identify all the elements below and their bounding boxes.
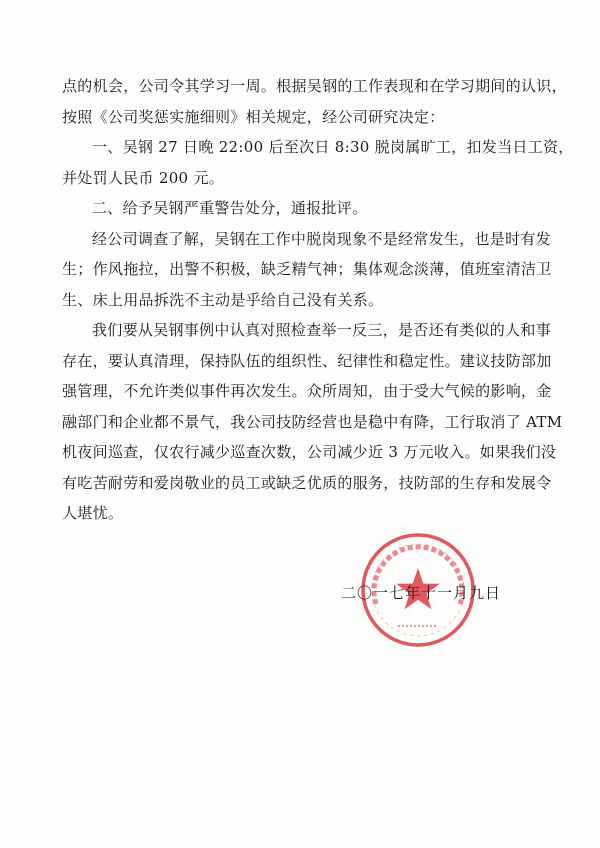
body-line: 强管理，不允许类似事件再次发生。众所周知，由于受大气候的影响，金 [62,382,552,400]
document-date: 二〇一七年十一月九日 [341,584,502,602]
decision-item-1-line: 并处罚人民币 200 元。 [62,168,225,187]
decision-item-2-line: 二、给予吴钢严重警告处分，通报批评。 [92,199,368,217]
body-line: 我们要从吴钢事例中认真对照检查举一反三，是否还有类似的人和事 [92,321,552,339]
body-line: 存在，要认真清理，保持队伍的组织性、纪律性和稳定性。建议技防部加 [62,351,552,370]
body-line: 生；作风拖拉，出警不积极，缺乏精气神；集体观念淡薄，值班室清洁卫 [62,260,552,278]
body-line: 按照《公司奖惩实施细则》相关规定，经公司研究决定： [62,107,445,126]
document-body [62,71,574,529]
body-line: 点的机会，公司令其学习一周。根据吴钢的工作表现和在学习期间的认识， [62,77,567,95]
body-line: 机夜间巡查，仅农行减少巡查次数，公司减少近 3 万元收入。如果我们没 [62,443,557,461]
body-line: 生、床上用品拆洗不主动是乎给自己没有关系。 [62,290,384,309]
body-line: 经公司调查了解，吴钢在工作中脱岗现象不是经常发生，也是时有发 [92,229,552,248]
body-line: 人堪忧。 [62,504,124,522]
body-line: 融部门和企业都不景气，我公司技防经营也是稳中有降，工行取消了 ATM [62,412,563,431]
body-line: 有吃苦耐劳和爱岗敬业的员工或缺乏优质的服务，技防部的生存和发展令 [62,473,552,492]
decision-item-1-line: 一、吴钢 27 日晚 22:00 后至次日 8:30 脱岗属旷工，扣发当日工资， [92,138,574,156]
